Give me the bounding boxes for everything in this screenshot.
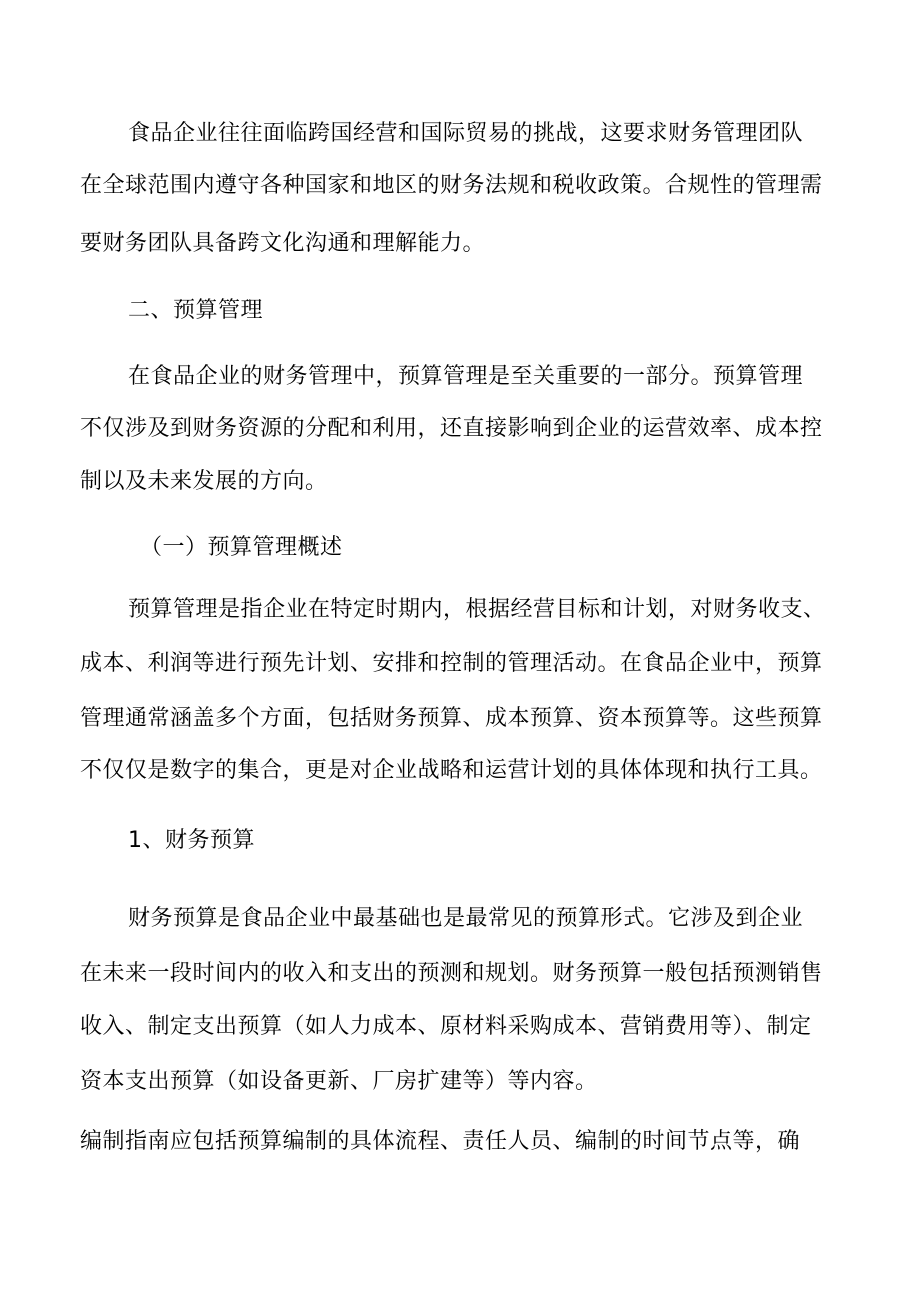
paragraph-line: 要财务团队具备跨文化沟通和理解能力。 bbox=[80, 231, 486, 256]
section-heading: 二、预算管理 bbox=[128, 298, 264, 323]
paragraph-line: 预算管理是指企业在特定时期内，根据经营目标和计划，对财务收支、 bbox=[128, 597, 826, 622]
paragraph-line: 在全球范围内遵守各种国家和地区的财务法规和税收政策。合规性的管理需 bbox=[80, 173, 823, 198]
paragraph-line: 不仅涉及到财务资源的分配和利用，还直接影响到企业的运营效率、成本控 bbox=[80, 416, 823, 441]
paragraph-line: 管理通常涵盖多个方面，包括财务预算、成本预算、资本预算等。这些预算 bbox=[80, 706, 823, 731]
subsection-heading: （一）预算管理概述 bbox=[140, 535, 343, 560]
paragraph-line: 在未来一段时间内的收入和支出的预测和规划。财务预算一般包括预测销售 bbox=[80, 961, 823, 986]
paragraph-line: 收入、制定支出预算（如人力成本、原材料采购成本、营销费用等）、制定 bbox=[80, 1014, 812, 1039]
paragraph-line: 在食品企业的财务管理中，预算管理是至关重要的一部分。预算管理 bbox=[128, 364, 804, 389]
paragraph-line: 资本支出预算（如设备更新、厂房扩建等）等内容。 bbox=[80, 1069, 598, 1094]
item-heading: 1、财务预算 bbox=[128, 828, 255, 853]
paragraph-line: 食品企业往往面临跨国经营和国际贸易的挑战，这要求财务管理团队 bbox=[128, 121, 804, 146]
paragraph-line: 制以及未来发展的方向。 bbox=[80, 469, 328, 494]
paragraph-line: 编制指南应包括预算编制的具体流程、责任人员、编制的时间节点等，确 bbox=[80, 1129, 801, 1154]
paragraph-line: 财务预算是食品企业中最基础也是最常见的预算形式。它涉及到企业 bbox=[128, 906, 804, 931]
paragraph-line: 成本、利润等进行预先计划、安排和控制的管理活动。在食品企业中，预算 bbox=[80, 651, 823, 676]
paragraph-line: 不仅仅是数字的集合，更是对企业战略和运营计划的具体体现和执行工具。 bbox=[80, 758, 823, 783]
